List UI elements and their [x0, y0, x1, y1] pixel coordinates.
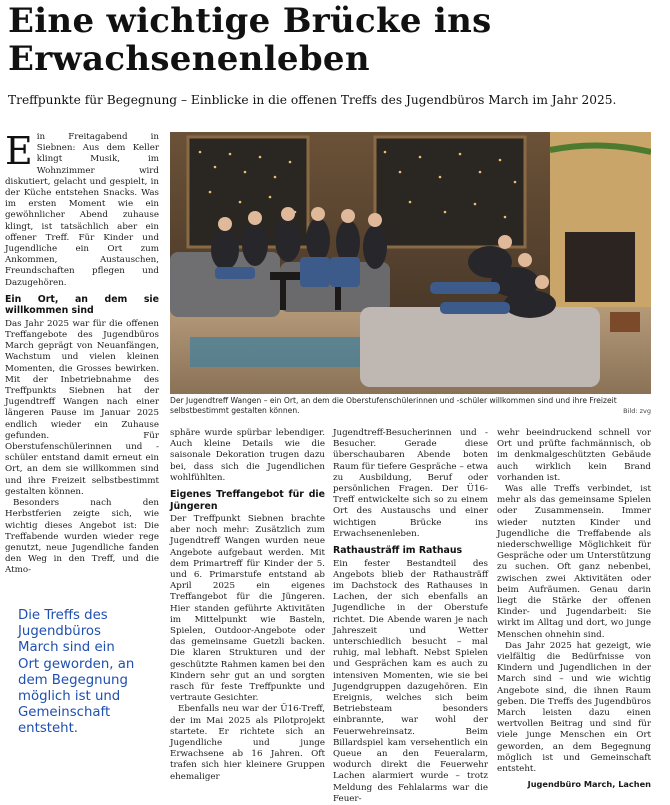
drop-cap: E — [5, 129, 33, 173]
column-1 — [5, 129, 159, 577]
paragraph: Besonders nach den Herbstferien zeigte sich, wie wichtig dieses Angebot ist: Die Treffabende wurden wieder rege genutzt, neue Jugendliche fanden den Weg in den Treff, und die Atmo- — [5, 498, 159, 576]
column-4 — [497, 428, 651, 791]
paragraph: sphäre wurde spürbar lebendiger. Auch kleine Details wie die saisonale Dekoration trugen dazu bei, dass sich die Jugendlichen wohlfühlten. — [170, 428, 325, 483]
column-3 — [333, 428, 488, 805]
photo-illustration — [170, 132, 651, 394]
paragraph: Ein fester Bestandteil des Angebots blieb der Rathausträff im Dachstock des Rathauses in Lachen, der sich ebenfalls an Jugendliche in der Oberstufe richtet. Die Abende waren je nach Jahreszeit und Wetter unterschiedlich besucht – mal ruhig, mal lebhaft. Nebst Spielen und Gesprächen kam es auch zu intensiven Momenten, wie sie bei Jugendgruppen dazugehören. Ein Ereignis, welches sich beim Betriebsteam besonders einbrannte, war wohl der Feuerwehreinsatz. Beim Billardspiel kam versehentlich ein Queue an den Feueralarm, wodurch direkt die Feuerwehr Lachen alarmiert wurde – trotz Meldung des Fehlalarms war die Feuer- — [333, 558, 488, 804]
column-2 — [170, 428, 325, 783]
photo-caption: Der Jugendtreff Wangen – ein Ort, an dem die Oberstufenschülerinnen und -schüler willkommen sind und ihre Freizeit selbstbestimmt gestalten können. — [170, 396, 617, 415]
paragraph: Ebenfalls neu war der Ü16-Treff, der im Mai 2025 als Pilotprojekt startete. Er richtete sich an Jugendliche und junge Erwachsene ab 16 Jahren. Oft trafen sich hier kleinere Gruppen ehemaliger — [170, 704, 325, 782]
article-photo — [170, 132, 651, 394]
subheading-juengere: Eigenes Treffangebot für die Jüngeren — [170, 489, 325, 512]
pull-quote: Die Treffs des Jugendbüros March sind ein Ort geworden, an dem Begegnung möglich ist und Gemeinschaft entsteht. — [18, 608, 135, 737]
intro-paragraph: Ein Freitagabend in Siebnen: Aus dem Keller klingt Musik, im Wohnzimmer wird diskutiert, gelacht und gespielt, in der Küche entstehen Snacks. Was im ersten Moment wie ein gewöhnlicher Abend zuhause klingt, ist tatsächlich aber ein offener Treff. Für Kinder und Jugendliche ein Ort zum Ankommen, Austauschen, Freundschaften pflegen und Dazugehören. — [5, 129, 159, 288]
paragraph: Was alle Treffs verbindet, ist mehr als das gemeinsame Spielen oder Zusammensein. Immer wieder nutzten Kinder und Jugendliche die Treffabende als niederschwellige Möglichkeit für Gespräche oder um Unterstützung zu suchen. Oft ganz nebenbei, zwischen zwei Aktivitäten oder beim Aufräumen. Genau darin liegt die Stärke der offenen Kinder- und Jugendarbeit: Sie wirkt im Alltag und dort, wo junge Menschen ohnehin sind. — [497, 484, 651, 640]
article-author: Jugendbüro March, Lachen — [527, 779, 651, 790]
paragraph: Jugendtreff-Besucherinnen und -Besucher. Gerade diese überschaubaren Abende boten Raum für tiefere Gespräche – etwa zu Ausbildung, Beruf oder persönlichen Fragen. Der Ü16-Treff entwickelte sich so zu einem Ort des Austauschs und einer wichtigen Brücke ins Erwachsenenleben. — [333, 428, 488, 539]
paragraph: Das Jahr 2025 hat gezeigt, wie vielfältig die Bedürfnisse von Kindern und Jugendlichen in der March sind – und wie wichtig Angebote sind, die ihnen Raum geben. Die Treffs des Jugendbüros March leisten dazu einen wertvollen Beitrag und sind für viele junge Menschen ein Ort geworden, an dem Begegnung möglich ist und Gemeinschaft entsteht. — [497, 640, 651, 775]
article-subtitle: Treffpunkte für Begegnung – Einblicke in die offenen Treffs des Jugendbüros March im Jahr 2025. — [8, 93, 617, 107]
paragraph: wehr beeindruckend schnell vor Ort und prüfte fachmännisch, ob im denkmalgeschützten Gebäude auch wirklich kein Brand vorhanden ist. — [497, 428, 651, 483]
paragraph: Das Jahr 2025 war für die offenen Treffangebote des Jugendbüros March geprägt von Neuanfängen, Wachstum und vielen kleinen Momenten, die Grosses bewirken. Mit der Inbetriebnahme des Treffpunkts Siebnen hat der Jugendtreff Wangen nach einer längeren Pause im Januar 2025 endlich wieder ein Zuhause gefunden. Für Oberstufenschülerinnen und -schüler entstand damit erneut ein Ort, an dem sie willkommen sind und ihre Freizeit selbstbestimmt gestalten können. — [5, 318, 159, 497]
paragraph: Der Treffpunkt Siebnen brachte aber noch mehr: Zusätzlich zum Jugendtreff Wangen wurden neue Angebote aufgebaut werden. Mit dem Primartreff für Kinder der 5. und 6. Primarstufe entstand ab April 2025 ein eigenes Treffangebot für die Jüngeren. Hier standen geführte Aktivitäten im Mittelpunkt wie Basteln, Spielen, Outdoor-Angebote oder das gemeinsame Guetzli backen. Die klaren Strukturen und der geschützte Rahmen kamen bei den Kindern sehr gut an und sorgten rasch für feste Treffpunkte und vertraute Gesichter. — [170, 514, 325, 704]
subheading-rathaus: Rathausträff im Rathaus — [333, 545, 463, 557]
subheading-willkommen: Ein Ort, an dem sie willkommen sind — [5, 293, 159, 317]
article-title: Eine wichtige Brücke ins Erwachsenenleben — [8, 1, 492, 79]
photo-credit: Bild: zvg — [623, 407, 651, 415]
